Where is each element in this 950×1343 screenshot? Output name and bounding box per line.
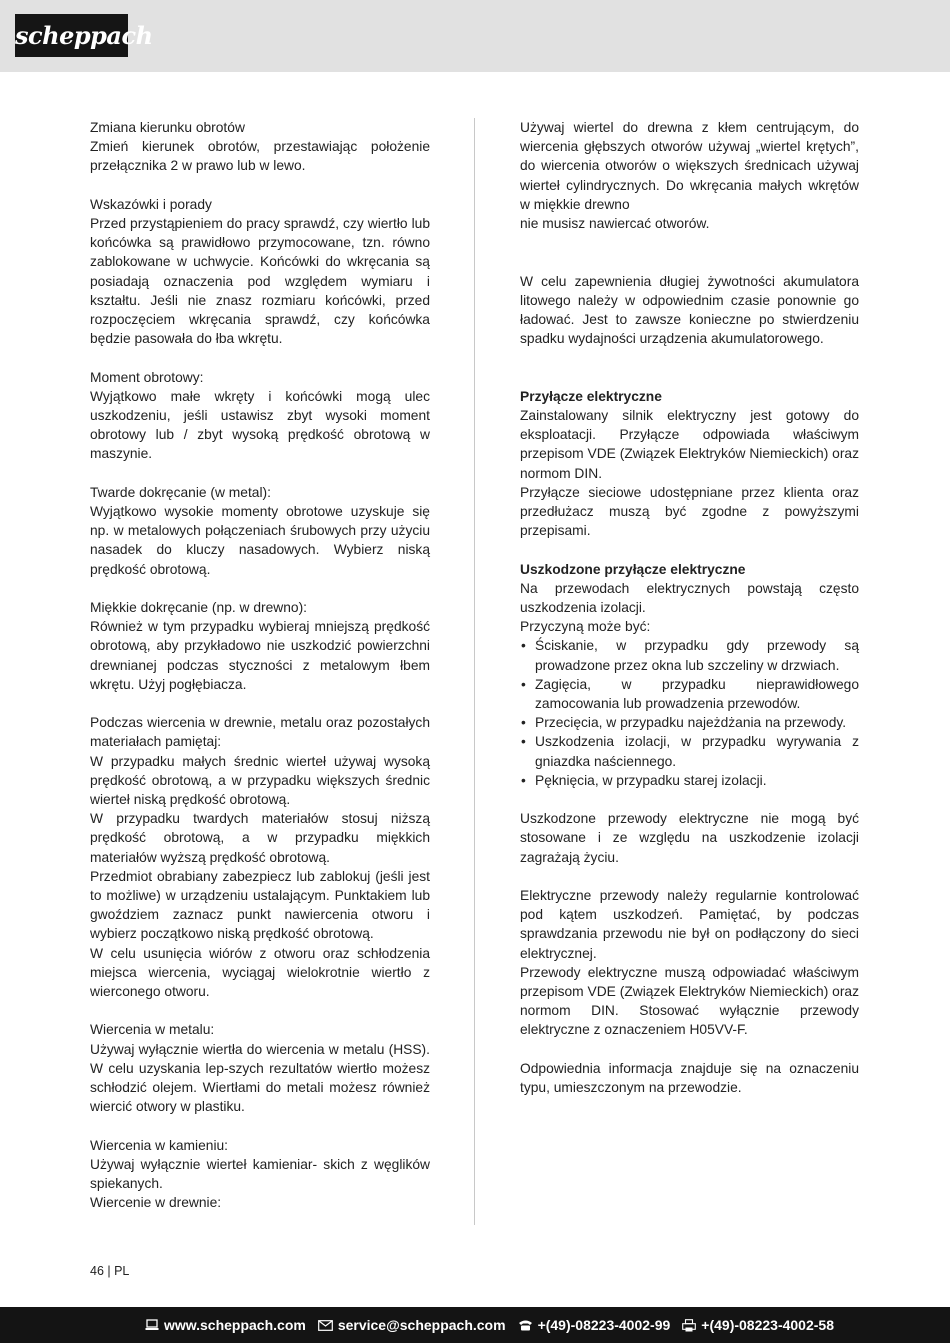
- list-item: • Pęknięcia, w przypadku starej izolacji.: [520, 771, 859, 790]
- left-column: [90, 118, 430, 1232]
- section-heading: Przyłącze elektryczne: [520, 388, 662, 404]
- paragraph: Używaj wiertel do drewna z kłem centrującym, do wiercenia głębszych otworów używaj „wiertel krętych”, do wiercenia otworów o większych średnicach używaj wierteł cylindrycznych. Do wkręcania małych wkrętów w miękkie drewno: [520, 120, 859, 212]
- email-link[interactable]: service@scheppach.com: [337, 1317, 506, 1333]
- text-block-direction: [90, 118, 430, 176]
- paragraph: Używaj wyłącznie wierteł kamieniar- skich z węglików spiekanych.: [90, 1156, 430, 1192]
- text-block-stone: [90, 1136, 430, 1213]
- list-item: • Ściskanie, w przypadku gdy przewody są prowadzone przez okna lub szczeliny w drzwiach.: [520, 636, 859, 674]
- paragraph: W celu usunięcia wiórów z otworu oraz schłodzenia miejsca wiercenia, wyciągaj wielokrotnie wiertło z wierconego otworu.: [90, 945, 430, 1000]
- text-block-soft-tightening: [90, 598, 430, 694]
- paragraph: Przyłącze sieciowe udostępniane przez klienta oraz przedłużacz muszą być zgodne z powyższymi przepisami.: [520, 484, 859, 539]
- text-block-torque: [90, 368, 430, 464]
- paragraph: Używaj wyłącznie wiertła do wiercenia w metalu (HSS). W celu uzyskania lep-szych rezultatów wiertło możesz schłodzić olejem. Wiertłami do metali możesz również wiercić otwory w plastiku.: [90, 1041, 430, 1115]
- text-block-warning: [520, 809, 859, 867]
- paragraph: Również w tym przypadku wybieraj mniejszą prędkość obrotową, aby przykładowo nie uszkodzić powierzchni drewnianej podczas styczności z metalowym łbem wkrętu. Użyj pogłębiacza.: [90, 619, 430, 692]
- paragraph: Uszkodzone przewody elektryczne nie mogą być stosowane i ze względu na uszkodzenie izolacji zagrażają życiu.: [520, 811, 859, 865]
- paragraph: Wskazówki i porady: [90, 196, 212, 212]
- footer-phone[interactable]: [518, 1317, 671, 1333]
- text-block-battery: [520, 272, 859, 349]
- paragraph: Elektryczne przewody należy regularnie kontrolować pod kątem uszkodzeń. Pamiętać, by podczas sprawdzania przewodu nie był on podłączony do sieci elektrycznej.: [520, 888, 859, 961]
- paragraph: Wyjątkowo wysokie momenty obrotowe uzyskuje się np. w metalowych połączeniach śrubowych przy użyciu nasadek do kluczy nasadowych. Wybierz niską prędkość obrotową.: [90, 504, 430, 577]
- paragraph: W celu zapewnienia długiej żywotności akumulatora litowego należy w odpowiednim czasie ponownie go ładować. Jest to zawsze konieczne po stwierdzeniu spadku wydajności urządzenia akumulatorowego.: [520, 273, 859, 347]
- paragraph: Twarde dokręcanie (w metal):: [90, 484, 271, 500]
- footer-website[interactable]: [145, 1317, 306, 1333]
- paragraph: Zmiana kierunku obrotów: [90, 120, 245, 135]
- fax-number[interactable]: +(49)-08223-4002-58: [701, 1317, 834, 1333]
- paragraph: Podczas wiercenia w drewnie, metalu oraz pozostałych materiałach pamiętaj:: [90, 715, 430, 750]
- text-block-drilling: [90, 713, 430, 1001]
- section-heading: Uszkodzone przyłącze elektryczne: [520, 561, 746, 577]
- cause-list: [520, 636, 859, 790]
- paragraph: Przyczyną może być:: [520, 619, 651, 635]
- list-item: • Uszkodzenia izolacji, w przypadku wyrywania z gniazdka naściennego.: [520, 732, 859, 770]
- text-block-rating-plate: [520, 1059, 859, 1097]
- header-band: [0, 0, 950, 72]
- text-block-metal: [90, 1020, 430, 1116]
- paragraph: Odpowiednia informacja znajduje się na oznaczeniu typu, umieszczonym na przewodzie.: [520, 1060, 859, 1096]
- footer-bar: [0, 1307, 950, 1343]
- paragraph: Przewody elektryczne muszą odpowiadać właściwym przepisom VDE (Związek Elektryków Niemieckich) oraz normom DIN. Stosować wyłącznie przewody elektryczne z oznaczeniem H05VV-F.: [520, 964, 859, 1038]
- list-item: • Zagięcia, w przypadku nieprawidłowego zamocowania lub prowadzenia przewodów.: [520, 675, 859, 713]
- computer-icon: [145, 1319, 159, 1331]
- phone-icon: [518, 1319, 533, 1331]
- paragraph: W przypadku małych średnic wierteł używaj wysoką prędkość obrotową, a w przypadku większych średnic wierteł niską prędkość obrotową.: [90, 753, 430, 808]
- paragraph: nie musisz nawiercać otworów.: [520, 216, 710, 232]
- text-block-wood-drills: [520, 118, 859, 233]
- paragraph: Miękkie dokręcanie (np. w drewno):: [90, 600, 308, 616]
- text-block-tips: [90, 195, 430, 349]
- paragraph: Na przewodach elektrycznych powstają często uszkodzenia izolacji.: [520, 580, 859, 616]
- text-block-inspection: [520, 886, 859, 1040]
- paragraph: Wiercenie w drewnie:: [90, 1195, 222, 1211]
- paragraph: Wiercenia w kamieniu:: [90, 1137, 229, 1153]
- footer-email[interactable]: [318, 1317, 506, 1333]
- paragraph: Wyjątkowo małe wkręty i końcówki mogą ulec uszkodzeniu, jeśli ustawisz zbyt wysoki moment obrotowy lub / zbyt wysoką prędkość obrotową w maszynie.: [90, 388, 430, 462]
- paragraph: Wiercenia w metalu:: [90, 1022, 215, 1038]
- page-number: 46 | PL: [90, 1264, 130, 1278]
- footer-fax[interactable]: [682, 1317, 834, 1333]
- right-column: [520, 118, 859, 1116]
- paragraph: Moment obrotowy:: [90, 369, 204, 385]
- text-block-hard-tightening: [90, 483, 430, 579]
- paragraph: Zmień kierunek obrotów, przestawiając położenie przełącznika 2 w prawo lub w lewo.: [90, 139, 430, 174]
- paragraph: Przedmiot obrabiany zabezpiecz lub zablokuj (jeśli jest to możliwe) w urządzeniu ustalającym. Punktakiem lub gwoździem zaznacz punkt nawiercenia otworu i wybierz początkowo niską prędkość obrotową.: [90, 868, 430, 942]
- phone-number[interactable]: +(49)-08223-4002-99: [537, 1317, 671, 1333]
- scheppach-logo: scheppach: [15, 14, 128, 57]
- list-item: • Przecięcia, w przypadku najeżdżania na przewody.: [520, 713, 859, 732]
- website-link[interactable]: www.scheppach.com: [163, 1317, 306, 1333]
- section-damaged-connection: [520, 560, 859, 790]
- fax-icon: [682, 1319, 696, 1332]
- paragraph: Zainstalowany silnik elektryczny jest gotowy do eksploatacji. Przyłącze odpowiada właściwym przepisom VDE (Związek Elektryków Niemieckich) oraz normom DIN.: [520, 408, 859, 481]
- paragraph: Przed przystąpieniem do pracy sprawdź, czy wiertło lub końcówka są prawidłowo przymocowane, tzn. równo zablokowane w uchwycie. Końcówki do wkręcania są posiadają oznaczenia pod względem wymiaru i kształtu. Jeśli nie znasz rozmiaru końcówki, przed rozpoczęciem wkręcania sprawdź, czy końcówka będzie pasowała do łba wkrętu.: [90, 216, 430, 347]
- paragraph: W przypadku twardych materiałów stosuj niższą prędkość obrotową, a w przypadku miękkich materiałów wyższą prędkość obrotową.: [90, 811, 430, 865]
- column-divider: [474, 118, 475, 1225]
- email-icon: [318, 1320, 333, 1331]
- section-electrical-connection: [520, 387, 859, 541]
